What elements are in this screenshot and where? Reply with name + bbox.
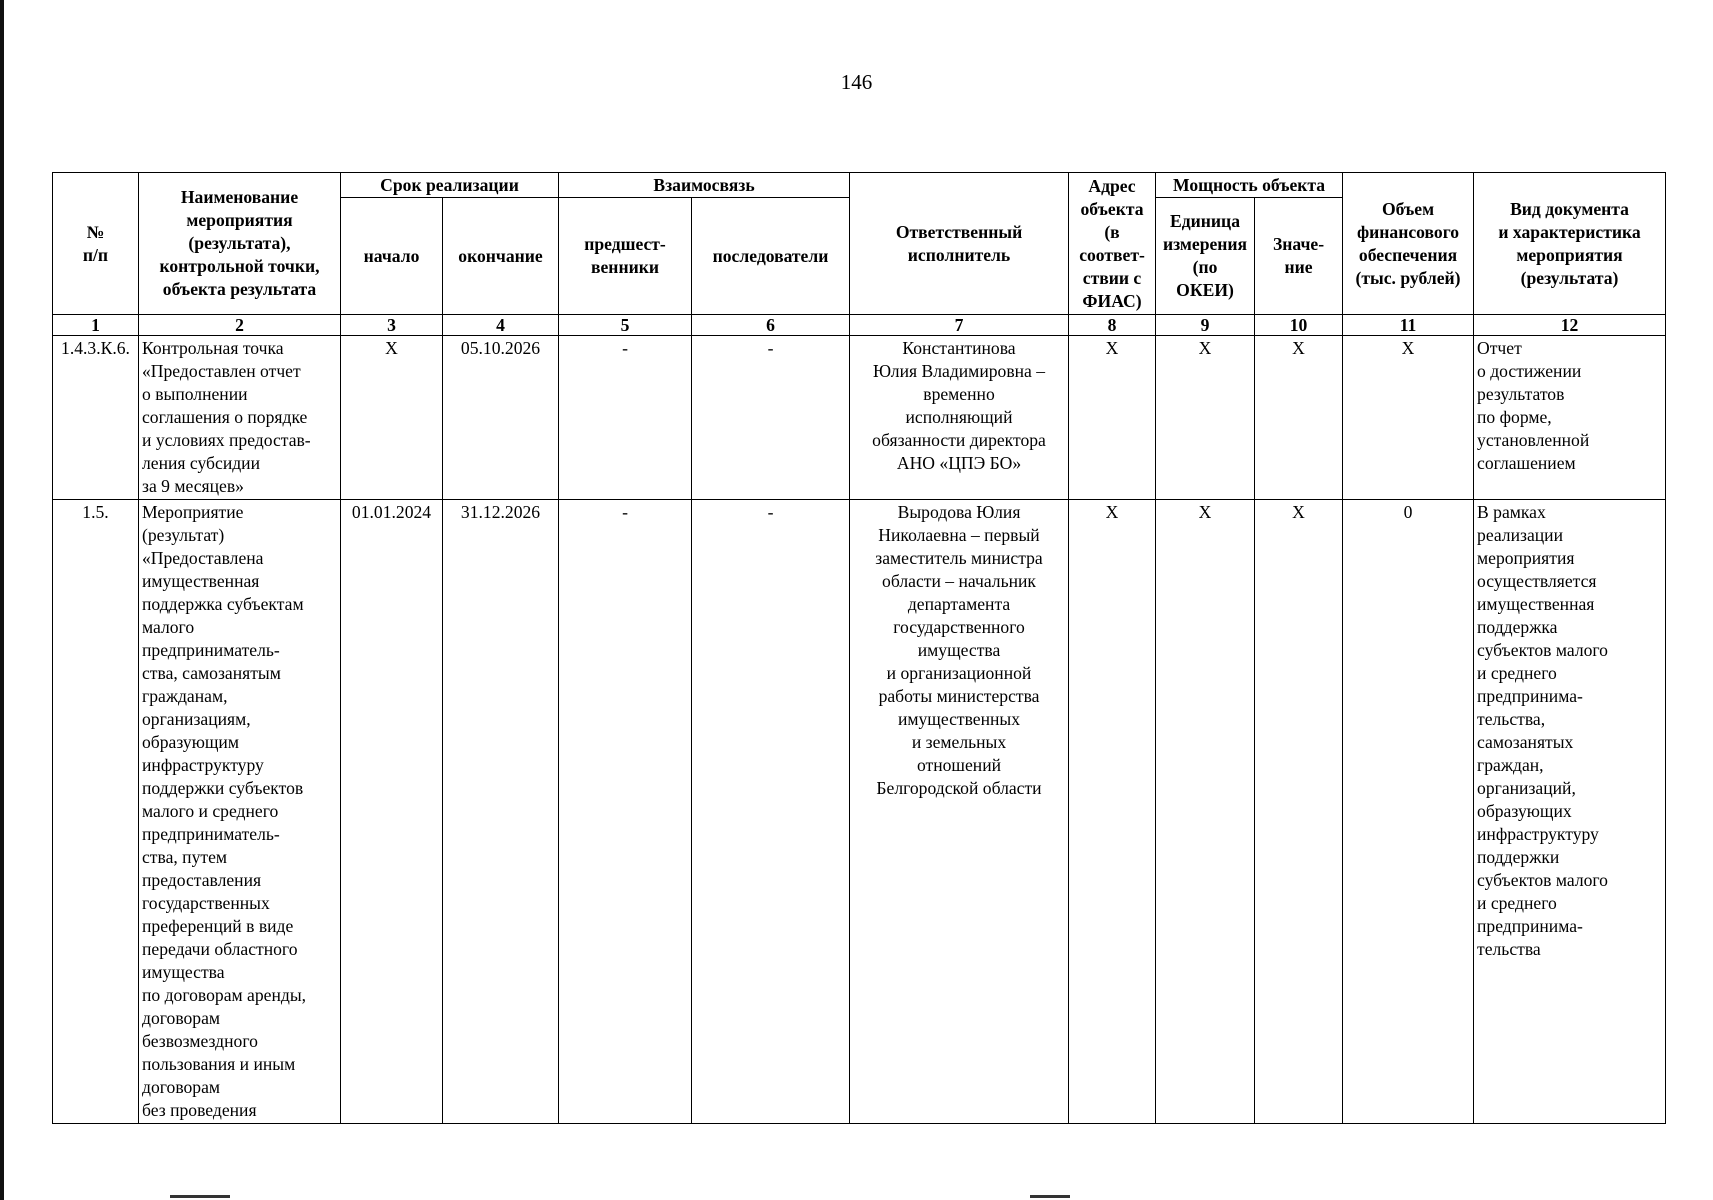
cell-start: X (341, 336, 443, 500)
cell-end: 31.12.2026 (443, 500, 559, 1124)
column-number: 3 (341, 315, 443, 336)
table-row (53, 336, 1666, 500)
column-number: 6 (692, 315, 850, 336)
page-number: 146 (840, 70, 873, 94)
cell-responsible: Константинова Юлия Владимировна – временно исполняющий обязанности директора АНО «ЦПЭ БО» (850, 336, 1069, 500)
cell-num: 1.4.3.К.6. (53, 336, 139, 500)
cell-responsible: Выродова Юлия Николаевна – первый заместитель министра области – начальник департамента государственного имущества и организационной работы министерства имущественных и земельных отношений Белгородской области (850, 500, 1069, 1124)
column-number: 5 (559, 315, 692, 336)
cell-start: 01.01.2024 (341, 500, 443, 1124)
cell-name: Контрольная точка «Предоставлен отчет о выполнении соглашения о порядке и условиях предостав- ления субсидии за 9 месяцев» (139, 336, 341, 500)
column-number-row (53, 315, 1666, 336)
footer-mark (170, 1195, 230, 1198)
header-value: Значе- ние (1255, 198, 1343, 315)
cell-name: Мероприятие (результат) «Предоставлена имущественная поддержка субъектам малого предприниматель- ства, самозанятым гражданам, организациям, образующим инфраструктуру поддержки субъектов малого и среднего предприниматель- ства, путем предоставления государственных преференций в виде передачи областного имущества по договорам аренды, договорам безвозмездного пользования и иным договорам без проведения (139, 500, 341, 1124)
header-num: № п/п (53, 173, 139, 315)
header-name: Наименование мероприятия (результата), контрольной точки, объекта результата (139, 173, 341, 315)
cell-num: 1.5. (53, 500, 139, 1124)
cell-address: X (1069, 336, 1156, 500)
cell-end: 05.10.2026 (443, 336, 559, 500)
column-number: 4 (443, 315, 559, 336)
cell-doc-type: В рамках реализации мероприятия осуществляется имущественная поддержка субъектов малого и среднего предпринима- тельства, самозанятых граждан, организаций, образующих инфраструктуру поддержки субъектов малого и среднего предпринима- тельства (1474, 500, 1666, 1124)
cell-value: X (1255, 336, 1343, 500)
header-finance: Объем финансового обеспечения (тыс. рублей) (1343, 173, 1474, 315)
scan-edge-bar (0, 0, 4, 1200)
header-unit: Единица измерения (по ОКЕИ) (1156, 198, 1255, 315)
header-end: окончание (443, 198, 559, 315)
header-link: Взаимосвязь (559, 173, 850, 198)
cell-finance: 0 (1343, 500, 1474, 1124)
footer-mark (1030, 1195, 1070, 1198)
column-number: 8 (1069, 315, 1156, 336)
cell-predecessors: - (559, 336, 692, 500)
cell-value: X (1255, 500, 1343, 1124)
cell-address: X (1069, 500, 1156, 1124)
cell-successors: - (692, 336, 850, 500)
header-address: Адрес объекта (в соответ- ствии с ФИАС) (1069, 173, 1156, 315)
column-number: 10 (1255, 315, 1343, 336)
cell-unit: X (1156, 500, 1255, 1124)
header-start: начало (341, 198, 443, 315)
header-doc-type: Вид документа и характеристика мероприятия (результата) (1474, 173, 1666, 315)
header-successors: последователи (692, 198, 850, 315)
activities-table (52, 172, 1666, 1124)
column-number: 11 (1343, 315, 1474, 336)
header-responsible: Ответственный исполнитель (850, 173, 1069, 315)
header-predecessors: предшест- венники (559, 198, 692, 315)
column-number: 2 (139, 315, 341, 336)
header-capacity: Мощность объекта (1156, 173, 1343, 198)
cell-finance: X (1343, 336, 1474, 500)
table-row (53, 500, 1666, 1124)
cell-unit: X (1156, 336, 1255, 500)
header-row-1 (53, 173, 1666, 198)
column-number: 7 (850, 315, 1069, 336)
cell-successors: - (692, 500, 850, 1124)
column-number: 12 (1474, 315, 1666, 336)
cell-predecessors: - (559, 500, 692, 1124)
column-number: 1 (53, 315, 139, 336)
header-term: Срок реализации (341, 173, 559, 198)
column-number: 9 (1156, 315, 1255, 336)
cell-doc-type: Отчет о достижении результатов по форме, установленной соглашением (1474, 336, 1666, 500)
